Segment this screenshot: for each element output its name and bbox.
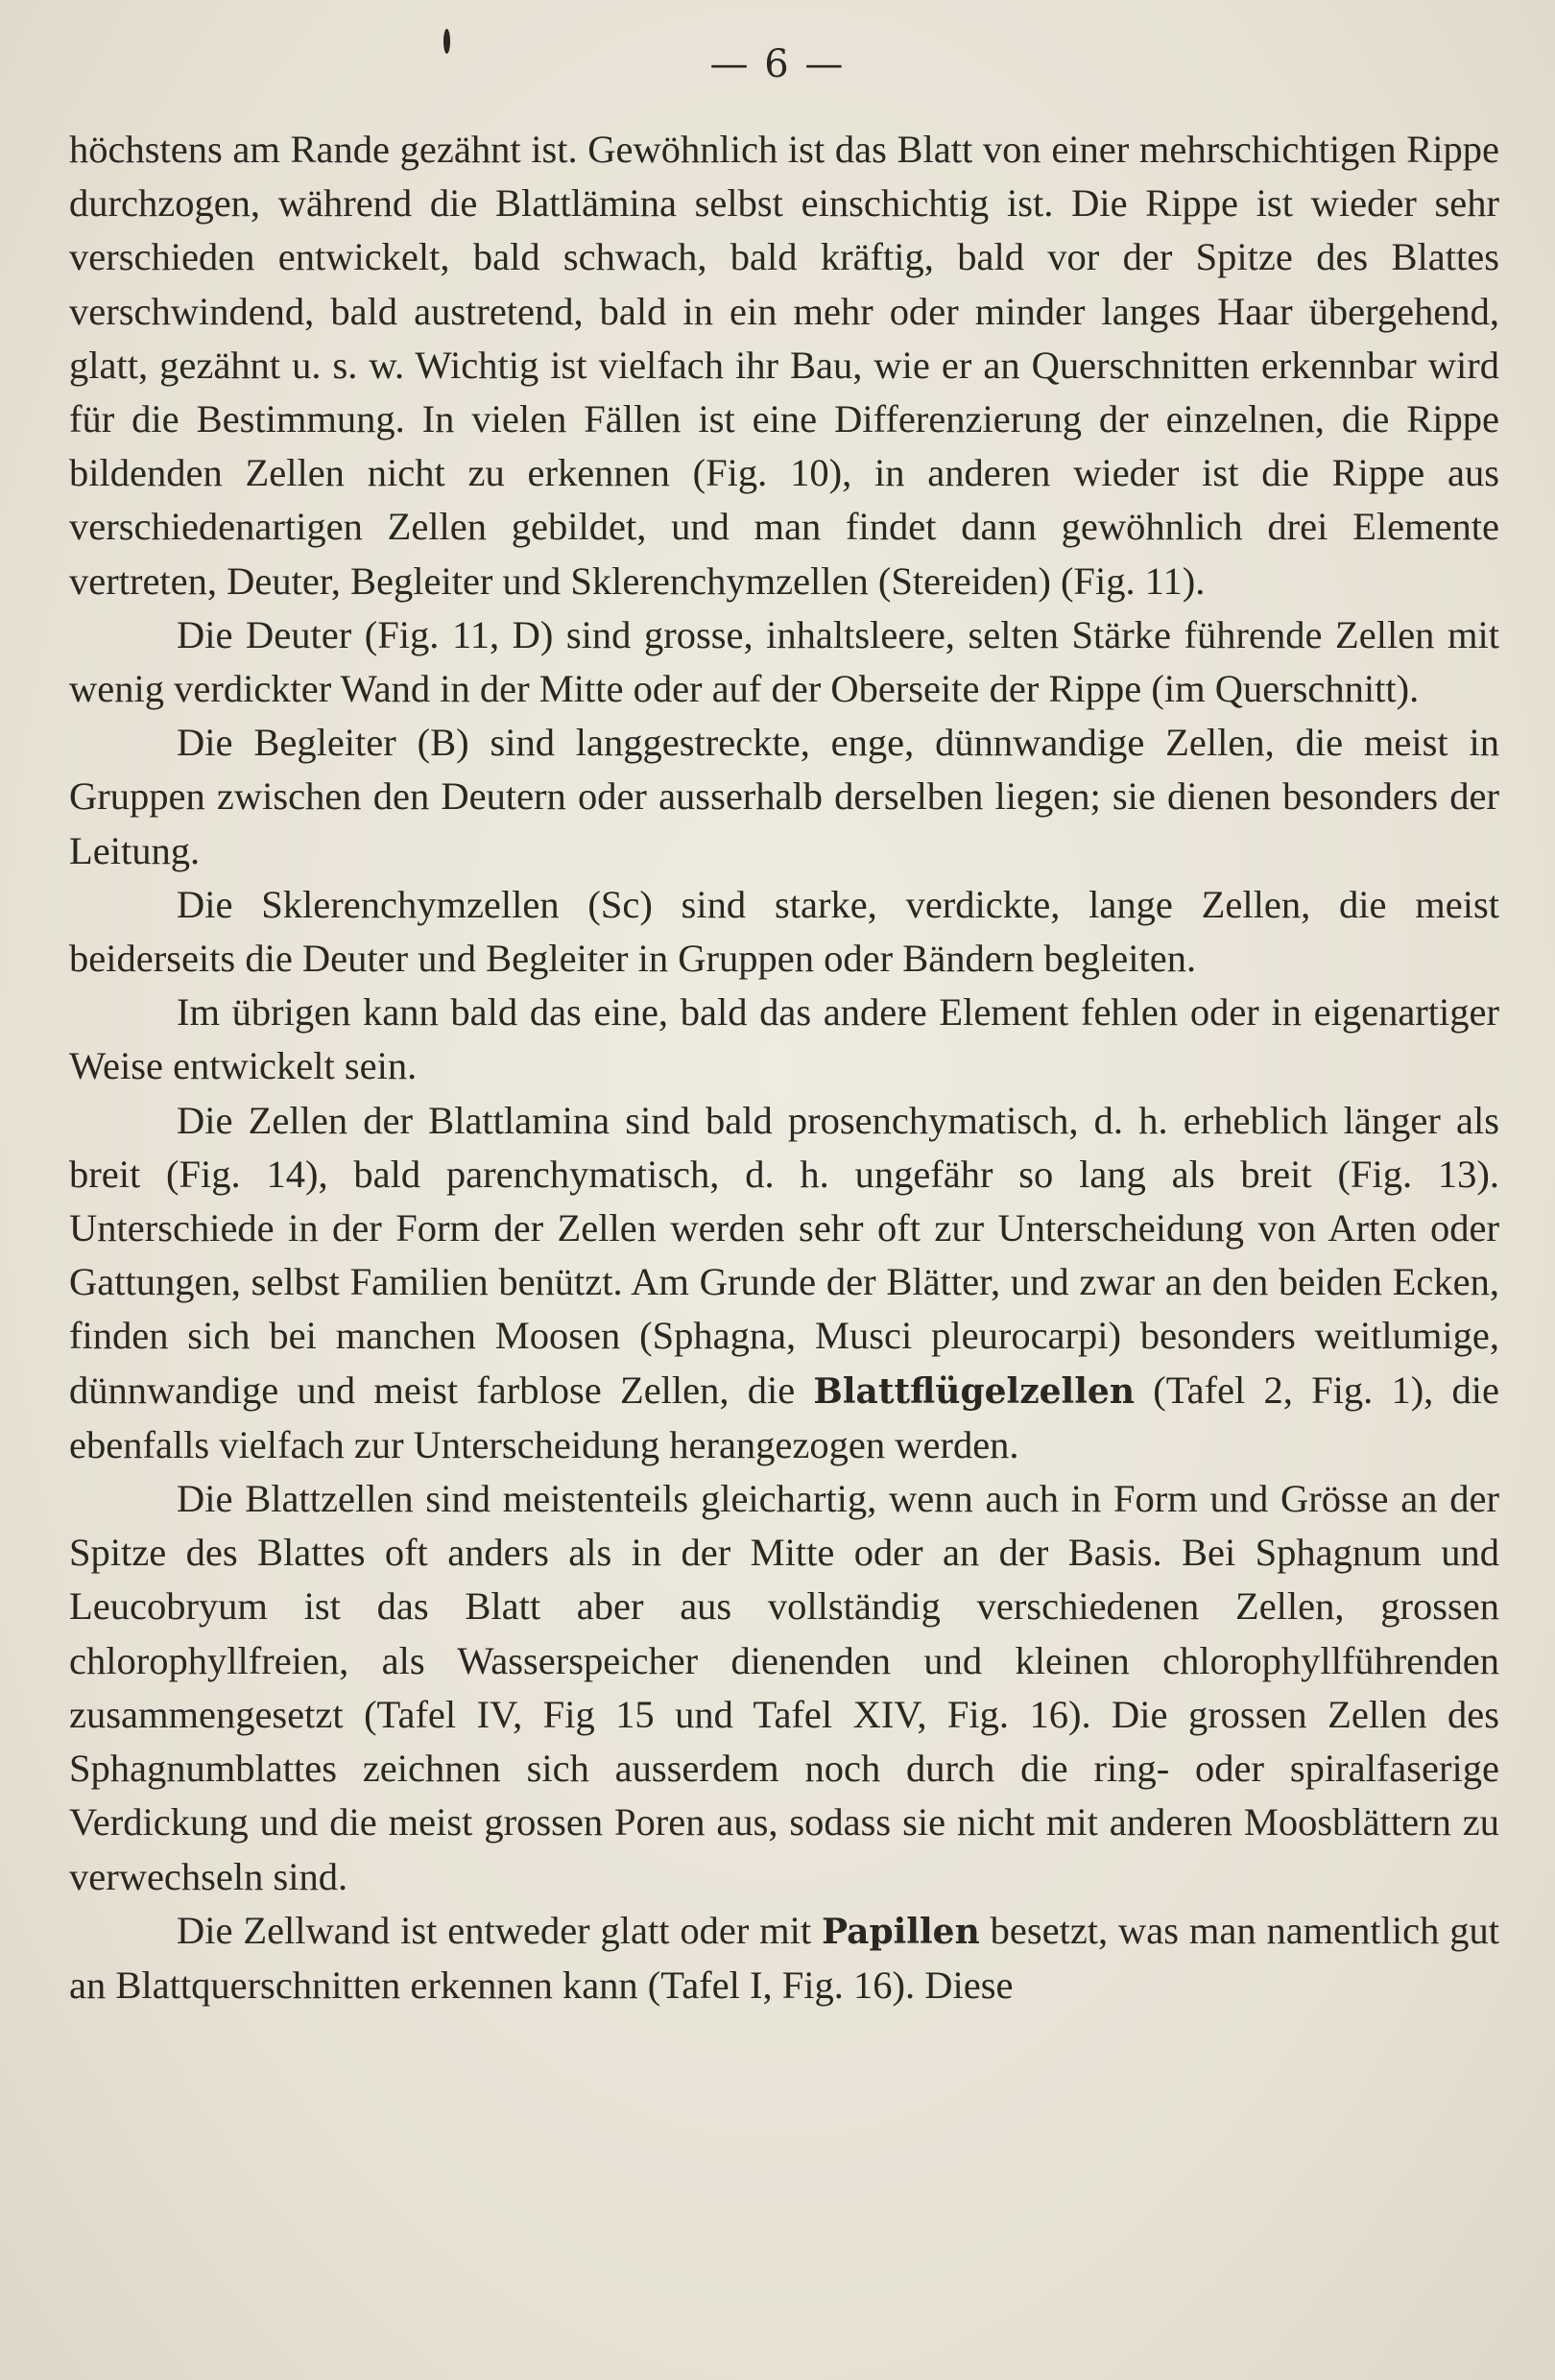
paragraph-text: Die Sklerenchymzellen (Sc) sind starke, verdickte, lange Zellen, die meist beiderseits die Deuter und Begleiter in Gruppen oder Bändern begleiten. (69, 882, 1499, 981)
paragraph-6 (69, 1094, 1499, 1472)
paragraph-text: Die Zellen der Blattlamina sind bald prosenchymatisch, d. h. erheblich länger als breit (Fig. 14), bald parenchymatisch, d. h. ungefähr so lang als breit (Fig. 13). Unterschiede in der Form der Zellen werden sehr oft zur Unterscheidung von Arten oder Gattungen, selbst Familien benützt. Am Grunde der Blätter, und zwar an den beiden Ecken, finden sich bei manchen Moosen (Sphagna, Musci pleurocarpi) besonders weitlumige, dünnwandige und meist farblose Zellen, die (69, 1098, 1499, 1412)
paragraph-8 (69, 1904, 1499, 2012)
paragraph-1 (69, 123, 1499, 608)
paragraph-text: (Tafel 2, Fig. 1), die ebenfalls vielfach zur Unterscheidung herangezogen werden. (69, 1368, 1499, 1466)
paragraph-text: höchstens am Rande gezähnt ist. Gewöhnlich ist das Blatt von einer mehrschichtigen Rippe durchzogen, während die Blattlämina selbst einschichtig ist. Die Rippe ist wieder sehr verschieden entwickelt, bald schwach, bald kräftig, bald vor der Spitze des Blattes verschwindend, bald austretend, bald in ein mehr oder minder langes Haar übergehend, glatt, gezähnt u. s. w. Wichtig ist vielfach ihr Bau, wie er an Querschnitten erkennbar wird für die Bestimmung. In vielen Fällen ist eine Differenzierung der einzelnen, die Rippe bildenden Zellen nicht zu erkennen (Fig. 10), in anderen wieder ist die Rippe aus verschiedenartigen Zellen gebildet, und man findet dann gewöhnlich drei Elemente vertreten, Deuter, Begleiter und Sklerenchymzellen (Stereiden) (Fig. 11). (69, 128, 1499, 603)
page-number: — 6 — (709, 42, 846, 86)
paragraph-text: besetzt, was man namentlich gut an Blattquerschnitten erkennen kann (Tafel I, Fig. 16). Diese (69, 1908, 1499, 2007)
paragraph-text: Im übrigen kann bald das eine, bald das andere Element fehlen oder in eigenartiger Weise entwickelt sein. (69, 990, 1499, 1088)
bold-term-blattfluegelzellen: Blattflügelzellen (813, 1370, 1135, 1412)
paragraph-text: Die Begleiter (B) sind langgestreckte, enge, dünnwandige Zellen, die meist in Gruppen zwischen den Deutern oder ausserhalb derselben liegen; sie dienen besonders der Leitung. (69, 721, 1499, 872)
paragraph-7 (69, 1472, 1499, 1904)
body-text (69, 123, 1499, 2012)
paragraph-2 (69, 608, 1499, 716)
paragraph-5 (69, 986, 1499, 1093)
paragraph-4 (69, 878, 1499, 986)
bold-term-papillen: Papillen (822, 1911, 980, 1952)
paragraph-text: Die Blattzellen sind meistenteils gleichartig, wenn auch in Form und Grösse an der Spitze des Blattes oft anders als in der Mitte oder an der Basis. Bei Sphagnum und Leucobryum ist das Blatt aber aus vollständig verschiedenen Zellen, grossen chlorophyllfreien, als Wasserspeicher dienenden und kleinen chlorophyllführenden zusammengesetzt (Tafel IV, Fig 15 und Tafel XIV, Fig. 16). Die grossen Zellen des Sphagnumblattes zeichnen sich ausserdem noch durch die ring- oder spiralfaserige Verdickung und die meist grossen Poren aus, sodass sie nicht mit anderen Moosblättern zu verwechseln sind. (69, 1477, 1499, 1898)
paragraph-3 (69, 716, 1499, 878)
paragraph-text: Die Deuter (Fig. 11, D) sind grosse, inhaltsleere, selten Stärke führende Zellen mit wenig verdickter Wand in der Mitte oder auf der Oberseite der Rippe (im Querschnitt). (69, 612, 1499, 711)
paragraph-text: Die Zellwand ist entweder glatt oder mit (177, 1908, 823, 1952)
